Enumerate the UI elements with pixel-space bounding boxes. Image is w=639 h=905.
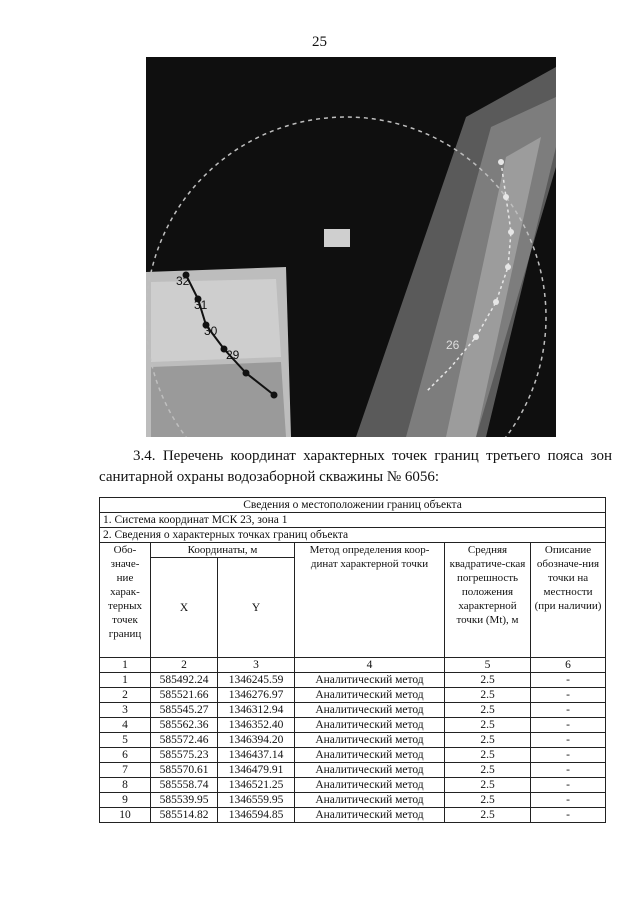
- cell-method: Аналитический метод: [295, 808, 445, 823]
- cell-y: 1346479.91: [218, 763, 295, 778]
- header-x: X: [151, 558, 218, 658]
- cell-x: 585558.74: [151, 778, 218, 793]
- cell-n: 9: [100, 793, 151, 808]
- cell-x: 585575.23: [151, 748, 218, 763]
- cell-n: 6: [100, 748, 151, 763]
- cell-method: Аналитический метод: [295, 703, 445, 718]
- section-caption: [99, 446, 612, 488]
- cell-method: Аналитический метод: [295, 733, 445, 748]
- point-label: 31: [194, 298, 208, 312]
- cell-mt: 2.5: [445, 733, 531, 748]
- table-title: Сведения о местоположении границ объекта: [100, 498, 606, 513]
- cell-n: 10: [100, 808, 151, 823]
- cell-n: 7: [100, 763, 151, 778]
- cell-method: Аналитический метод: [295, 778, 445, 793]
- cell-n: 5: [100, 733, 151, 748]
- column-number: 2: [151, 658, 218, 673]
- cell-y: 1346394.20: [218, 733, 295, 748]
- point-label: 29: [226, 348, 240, 362]
- cell-y: 1346352.40: [218, 718, 295, 733]
- column-number: 3: [218, 658, 295, 673]
- table-row: [100, 778, 606, 793]
- header-y: Y: [218, 558, 295, 658]
- cell-method: Аналитический метод: [295, 793, 445, 808]
- cell-x: 585539.95: [151, 793, 218, 808]
- cell-y: 1346437.14: [218, 748, 295, 763]
- point-label: 30: [204, 324, 218, 338]
- cell-desc: -: [531, 718, 606, 733]
- cell-desc: -: [531, 748, 606, 763]
- cell-method: Аналитический метод: [295, 673, 445, 688]
- aerial-photo-drawing: [146, 57, 556, 437]
- table-row: [100, 718, 606, 733]
- cell-method: Аналитический метод: [295, 718, 445, 733]
- cell-method: Аналитический метод: [295, 763, 445, 778]
- header-designation: Обо-значе-ние харак-терных точек границ: [100, 543, 151, 658]
- table-row: [100, 688, 606, 703]
- point-label: 26: [446, 338, 460, 352]
- cell-x: 585545.27: [151, 703, 218, 718]
- table-row: [100, 763, 606, 778]
- cell-desc: -: [531, 808, 606, 823]
- cell-method: Аналитический метод: [295, 688, 445, 703]
- table-row: [100, 733, 606, 748]
- cell-mt: 2.5: [445, 748, 531, 763]
- table-row: [100, 748, 606, 763]
- cell-n: 3: [100, 703, 151, 718]
- cell-n: 4: [100, 718, 151, 733]
- point-label: 32: [176, 274, 190, 288]
- cell-y: 1346312.94: [218, 703, 295, 718]
- cell-mt: 2.5: [445, 673, 531, 688]
- table-row: [100, 673, 606, 688]
- cell-n: 8: [100, 778, 151, 793]
- column-number: 5: [445, 658, 531, 673]
- cell-n: 2: [100, 688, 151, 703]
- cell-desc: -: [531, 763, 606, 778]
- cell-mt: 2.5: [445, 808, 531, 823]
- table-body: [100, 673, 606, 823]
- table-row: [100, 703, 606, 718]
- header-description: Описание обозначе-ния точки на местности (при наличии): [531, 543, 606, 658]
- caption-line-2: санитарной охраны водозаборной скважины № 6056:: [99, 469, 440, 485]
- caption-line-1: 3.4. Перечень координат характерных точек границ третьего пояса зон: [133, 448, 612, 464]
- header-method: Метод определения коор-динат характерной точки: [295, 543, 445, 658]
- cell-desc: -: [531, 703, 606, 718]
- coordinates-table: [99, 497, 606, 823]
- header-error: Средняя квадратиче-ская погрешность положения характерной точки (Mt), м: [445, 543, 531, 658]
- cell-method: Аналитический метод: [295, 748, 445, 763]
- cell-y: 1346559.95: [218, 793, 295, 808]
- cell-mt: 2.5: [445, 703, 531, 718]
- cell-desc: -: [531, 733, 606, 748]
- cell-x: 585514.82: [151, 808, 218, 823]
- cell-y: 1346245.59: [218, 673, 295, 688]
- cell-x: 585572.46: [151, 733, 218, 748]
- cell-y: 1346276.97: [218, 688, 295, 703]
- cell-desc: -: [531, 688, 606, 703]
- cell-mt: 2.5: [445, 688, 531, 703]
- column-number: 4: [295, 658, 445, 673]
- cell-x: 585562.36: [151, 718, 218, 733]
- page-number: 25: [312, 34, 327, 50]
- cell-y: 1346594.85: [218, 808, 295, 823]
- cell-mt: 2.5: [445, 793, 531, 808]
- aerial-photo: [146, 57, 556, 437]
- cell-mt: 2.5: [445, 718, 531, 733]
- header-coordinates: Координаты, м: [151, 543, 295, 558]
- table-section-1: 1. Система координат МСК 23, зона 1: [100, 513, 606, 528]
- cell-x: 585492.24: [151, 673, 218, 688]
- cell-mt: 2.5: [445, 763, 531, 778]
- cell-mt: 2.5: [445, 778, 531, 793]
- cell-x: 585570.61: [151, 763, 218, 778]
- column-number: 1: [100, 658, 151, 673]
- cell-x: 585521.66: [151, 688, 218, 703]
- cell-n: 1: [100, 673, 151, 688]
- cell-desc: -: [531, 793, 606, 808]
- cell-desc: -: [531, 778, 606, 793]
- table-row: [100, 808, 606, 823]
- table-section-2: 2. Сведения о характерных точках границ объекта: [100, 528, 606, 543]
- cell-desc: -: [531, 673, 606, 688]
- cell-y: 1346521.25: [218, 778, 295, 793]
- column-number: 6: [531, 658, 606, 673]
- table-row: [100, 793, 606, 808]
